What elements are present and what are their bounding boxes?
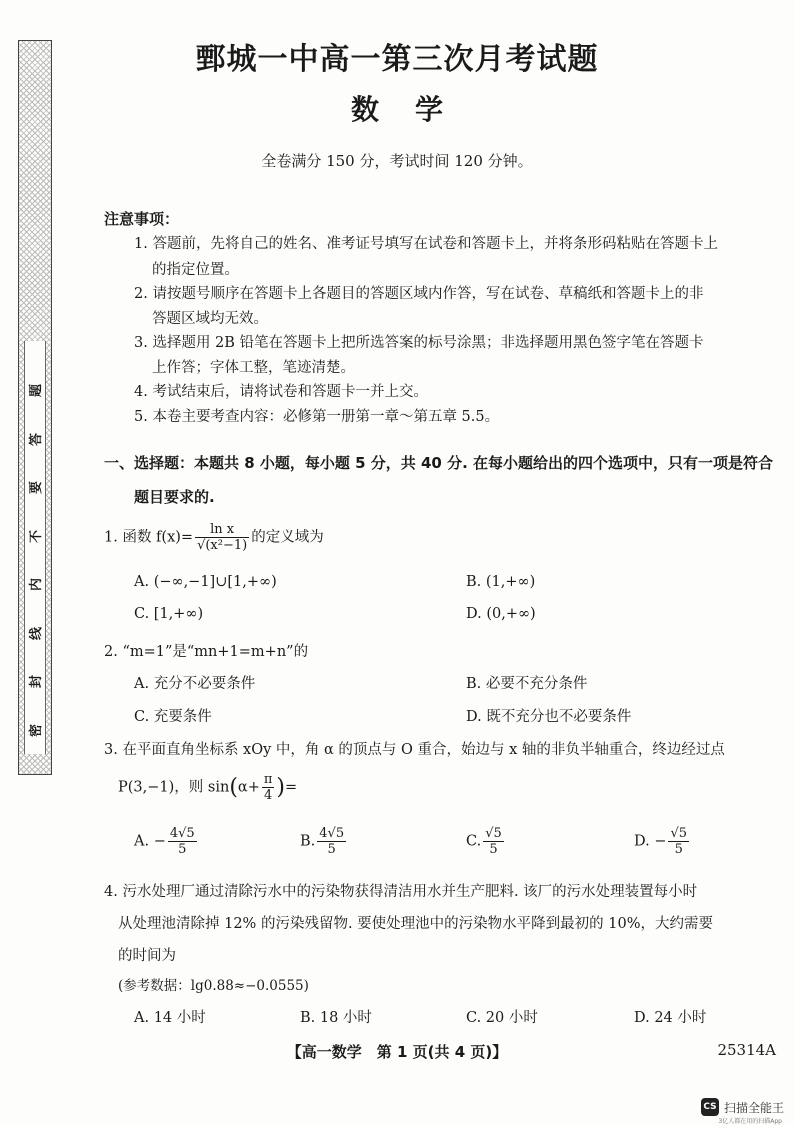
cs-logo-icon: CS	[701, 1098, 719, 1116]
q3-c-frac	[483, 826, 504, 857]
notice-line: 2. 请按题号顺序在答题卡上各题目的答题区域内作答，写在试卷、草稿纸和答题卡上的非	[134, 286, 704, 302]
q3-option-d	[634, 826, 691, 857]
question-4-line1: 4. 污水处理厂通过清除污水中的污染物获得清洁用水并生产肥料. 该厂的污水处理装置每小时	[104, 884, 698, 900]
q1-option-c: C. [1,+∞)	[134, 606, 204, 622]
q2-option-c: C. 充要条件	[134, 709, 212, 725]
q1-option-b: B. (1,+∞)	[466, 574, 536, 590]
notice-line: 1. 答题前，先将自己的姓名、准考证号填写在试卷和答题卡上，并将条形码粘贴在答题卡上	[134, 236, 718, 252]
paren-open: (	[229, 775, 238, 800]
q4-option-a: A. 14 小时	[134, 1010, 206, 1026]
q3-a-num: 4√5	[169, 826, 195, 841]
notice-line: 4. 考试结束后，请将试卷和答题卡一并上交。	[134, 384, 428, 400]
question-4-line2: 从处理池清除掉 12% 的污染残留物. 要使处理池中的污染物水平降到最初的 10%，大约需要	[118, 916, 713, 932]
q3-d-frac	[668, 826, 689, 857]
q3-b-den: 5	[327, 842, 336, 857]
seal-char: 密	[29, 723, 45, 737]
watermark-sub: 3亿人都在用的扫描App	[718, 1118, 782, 1125]
q1-denominator: √(x²−1)	[197, 538, 248, 553]
notice-line: 答题区域均无效。	[152, 311, 268, 327]
subject-title: 数学	[350, 93, 479, 126]
q1-prefix: 1. 函数 f(x)=	[104, 529, 194, 546]
paper-code: 25314A	[717, 1041, 776, 1059]
q3-pi-fraction	[262, 772, 275, 803]
q4-reference-data: (参考数据：lg0.88≈−0.0555)	[118, 978, 309, 994]
section-heading-cont: 题目要求的.	[134, 488, 215, 506]
q3-b-num: 4√5	[319, 826, 345, 841]
q3-pre: P(3,−1)，则 sin	[118, 779, 230, 796]
q3-a-label: A. −	[134, 833, 166, 850]
question-3-line2	[118, 772, 297, 803]
seal-char: 线	[29, 626, 45, 640]
exam-title: 鄄城一中高一第三次月考试题	[195, 42, 599, 77]
watermark-name: 扫描全能王	[723, 1100, 784, 1115]
q3-d-num: √5	[670, 826, 688, 841]
exam-meta: 全卷满分 150 分，考试时间 120 分钟。	[261, 152, 533, 170]
q2-option-d: D. 既不充分也不必要条件	[466, 709, 632, 725]
q3-d-den: 5	[674, 842, 683, 857]
seal-char: 要	[29, 481, 45, 495]
q4-option-d: D. 24 小时	[634, 1010, 707, 1026]
q3-c-label: C.	[466, 833, 482, 850]
q3-b-frac	[317, 826, 346, 857]
q2-option-b: B. 必要不充分条件	[466, 676, 588, 692]
notice-line: 3. 选择题用 2B 铅笔在答题卡上把所选答案的标号涂黑；非选择题用黑色签字笔在答题卡	[134, 335, 704, 351]
q3-a-den: 5	[178, 842, 187, 857]
question-3-line1: 3. 在平面直角坐标系 xOy 中，角 α 的顶点与 O 重合，始边与 x 轴的非负半轴重合，终边经过点	[104, 742, 725, 758]
question-2-stem: 2. “m=1”是“mn+1=m+n”的	[104, 644, 309, 660]
page-footer: 【高一数学 第 1 页(共 4 页)】	[286, 1043, 508, 1061]
section-heading: 一、选择题：本题共 8 小题，每小题 5 分，共 40 分. 在每小题给出的四个选项中，只有一项是符合	[104, 454, 774, 472]
q2-option-a: A. 充分不必要条件	[134, 676, 256, 692]
q4-option-b: B. 18 小时	[300, 1010, 372, 1026]
notice-line: 的指定位置。	[152, 262, 239, 278]
q1-suffix: 的定义域为	[251, 529, 324, 546]
q3-pi-num: π	[263, 772, 273, 787]
question-4-line3: 的时间为	[118, 948, 176, 964]
seal-char: 封	[29, 675, 45, 689]
q1-option-d: D. (0,+∞)	[466, 606, 536, 622]
q3-alpha: α+	[237, 779, 260, 796]
q3-option-a	[134, 826, 199, 857]
question-1-stem	[104, 522, 324, 553]
seal-char: 题	[29, 383, 45, 398]
q3-option-c	[466, 826, 506, 857]
seal-char: 不	[29, 529, 45, 543]
q3-a-frac	[168, 826, 197, 857]
q1-numerator: ln x	[195, 522, 249, 538]
q3-c-num: √5	[485, 826, 502, 841]
q1-fraction	[195, 522, 249, 553]
notice-line: 5. 本卷主要考查内容：必修第一册第一章～第五章 5.5。	[134, 409, 500, 425]
q3-c-den: 5	[489, 842, 498, 857]
notice-heading: 注意事项：	[104, 210, 180, 228]
seal-line-text	[24, 341, 46, 754]
q3-post: =	[285, 779, 298, 796]
q3-pi-den: 4	[263, 788, 273, 803]
q3-d-label: D. −	[634, 833, 667, 850]
q3-b-label: B.	[300, 833, 316, 850]
scanner-watermark	[701, 1098, 784, 1116]
paren-close: )	[276, 775, 285, 800]
q3-option-b	[300, 826, 348, 857]
q1-option-a: A. (−∞,−1]∪[1,+∞)	[134, 574, 277, 590]
q4-option-c: C. 20 小时	[466, 1010, 538, 1026]
notice-line: 上作答；字体工整，笔迹清楚。	[152, 360, 355, 376]
seal-char: 答	[29, 432, 45, 446]
seal-char: 内	[29, 578, 45, 592]
